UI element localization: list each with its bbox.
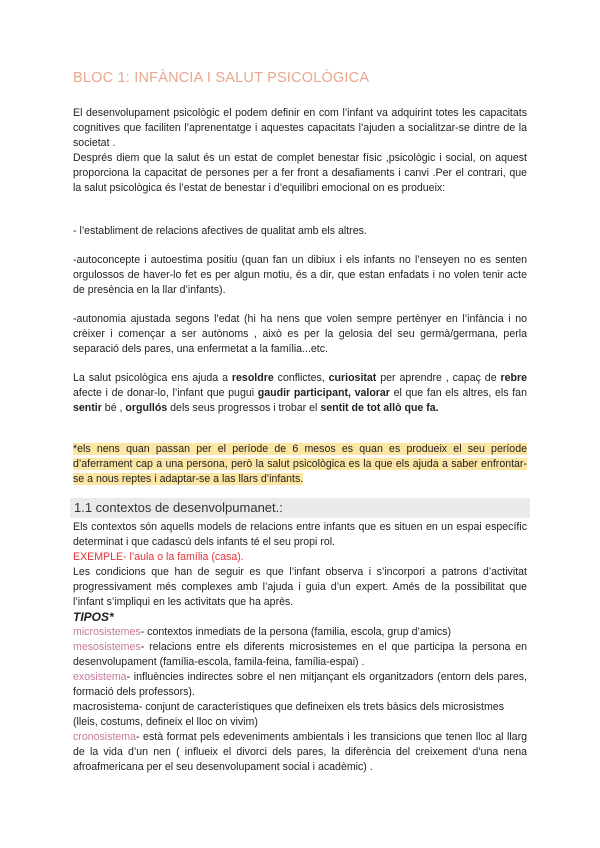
intro-paragraph-2: Després diem que la salut és un estat de complet benestar físic ,psicològic i social, on aquest proporciona la capacitat de persones per a fer front a desafiaments i canvi .Per el contrari, que la salut psicològica és l’estat de benestar i d’equilibri emocional on es produeix: [73, 152, 527, 194]
tipos-heading: TIPOS* [73, 610, 114, 624]
highlighted-note [73, 442, 527, 487]
salut-paragraph: La salut psicològica ens ajuda a resoldre conflictes, curiositat per aprendre , capaç de rebre afecte i de donar-lo, l’infant que pugui gaudir participant, valorar el que fan els altres, els fan sentir bé , orgullós dels seus progressos i trobar el sentit de tot allò que fa. [73, 372, 528, 414]
type-microsistemes: microsistemes- contextos inmediats de la persona (familia, escola, grup d’amics) [73, 626, 452, 638]
highlight-text: *els nens quan passan per el període de 6 mesos es quan es produeix el seu període d’aferrament cap a una persona, però la salut psicològica es la que els ajuda a saber enfrontar-se a nous reptes i adaptar-se a las llars d’infants. [73, 443, 527, 485]
keyword-sentit: sentit de tot allò que fa. [320, 402, 439, 414]
intro-paragraph-1: El desenvolupament psicològic el podem definir en com l’infant va adquirint totes les capacitats cognitives que faciliten l’aprenentatge i aquestes capacitats l’ajuden a socialitzar-se dintre de la societat . [73, 107, 527, 149]
page-title: BLOC 1: INFÀNCIA I SALUT PSICOLÒGICA [73, 70, 370, 86]
contexts-section [73, 520, 527, 775]
example-line: EXEMPLE- l’aula o la família (casa). [73, 551, 244, 563]
contexts-definition: Els contextos són aquells models de relacions entre infants que es situen en un espai específic determinat i que cadascú dels infants té el seu propi rol. [73, 521, 527, 548]
keyword-sentir: sentir [73, 402, 102, 414]
type-exosistema: exosistema- influències indirectes sobre el nen mitjançant els organitzadors (entorn dels pares, formació dels professors). [73, 671, 527, 698]
bullet-autoconcept: -autoconcepte i autoestima positiu (quan fan un dibiux i els infants no l’enseyen no es senten orgulossos de haver-lo fet es per algun motiu, és a dir, que estan enfadats i no volen tenir acte de presència en la llar d’infants). [73, 254, 527, 296]
type-mesosistemes: mesosistemes- relacions entre els diferents microsistemes en el que participa la persona en desenvolupament (família-escola, famila-feina, família-espai) . [73, 641, 527, 668]
conditions-paragraph: Les condicions que han de seguir es que l’infant observa i s’incorpori a patrons d’activitat progressivament més complexes amb l’ajuda i guia d’un expert. Amés de la possibilitat que l’infant s’impliqui en les activitats que ha après. [73, 566, 527, 608]
keyword-curiositat: curiositat [328, 372, 377, 384]
keyword-orgullos: orgullós [125, 402, 168, 414]
type-macrosistema: macrosistema- conjunt de característiques que defineixen els trets bàsics dels microsistmes (lleis, costums, defineix el lloc on vivim) [73, 701, 504, 728]
keyword-rebre: rebre [500, 372, 528, 384]
bullet-relations: - l’establiment de relacions afectives de qualitat amb els altres. [73, 225, 367, 237]
section-heading: 1.1 contextos de desenvolpumanet.: [70, 498, 530, 518]
keyword-resoldre: resoldre [231, 372, 274, 384]
keyword-gaudir: gaudir participant, valorar [257, 387, 390, 399]
bullet-autonomy: -autonomia ajustada segons l’edat (hi ha nens que volen sempre pertènyer en l’infància i no crèixer i començar a ser autònoms , això es per la gelosia del seu germà/germana, perla separació dels pares, una enfermetat a la família...etc. [73, 313, 527, 355]
type-cronosistema: cronosistema- està format pels edeveniments ambientals i les transicions que tenen lloc al llarg de la vida d’un nen ( influeix el divorci dels pares, la diferència del creixement d’una nena afroafmericana per el seu desenvolupament social i acadèmic) . [73, 731, 527, 773]
intro-section [73, 106, 527, 196]
